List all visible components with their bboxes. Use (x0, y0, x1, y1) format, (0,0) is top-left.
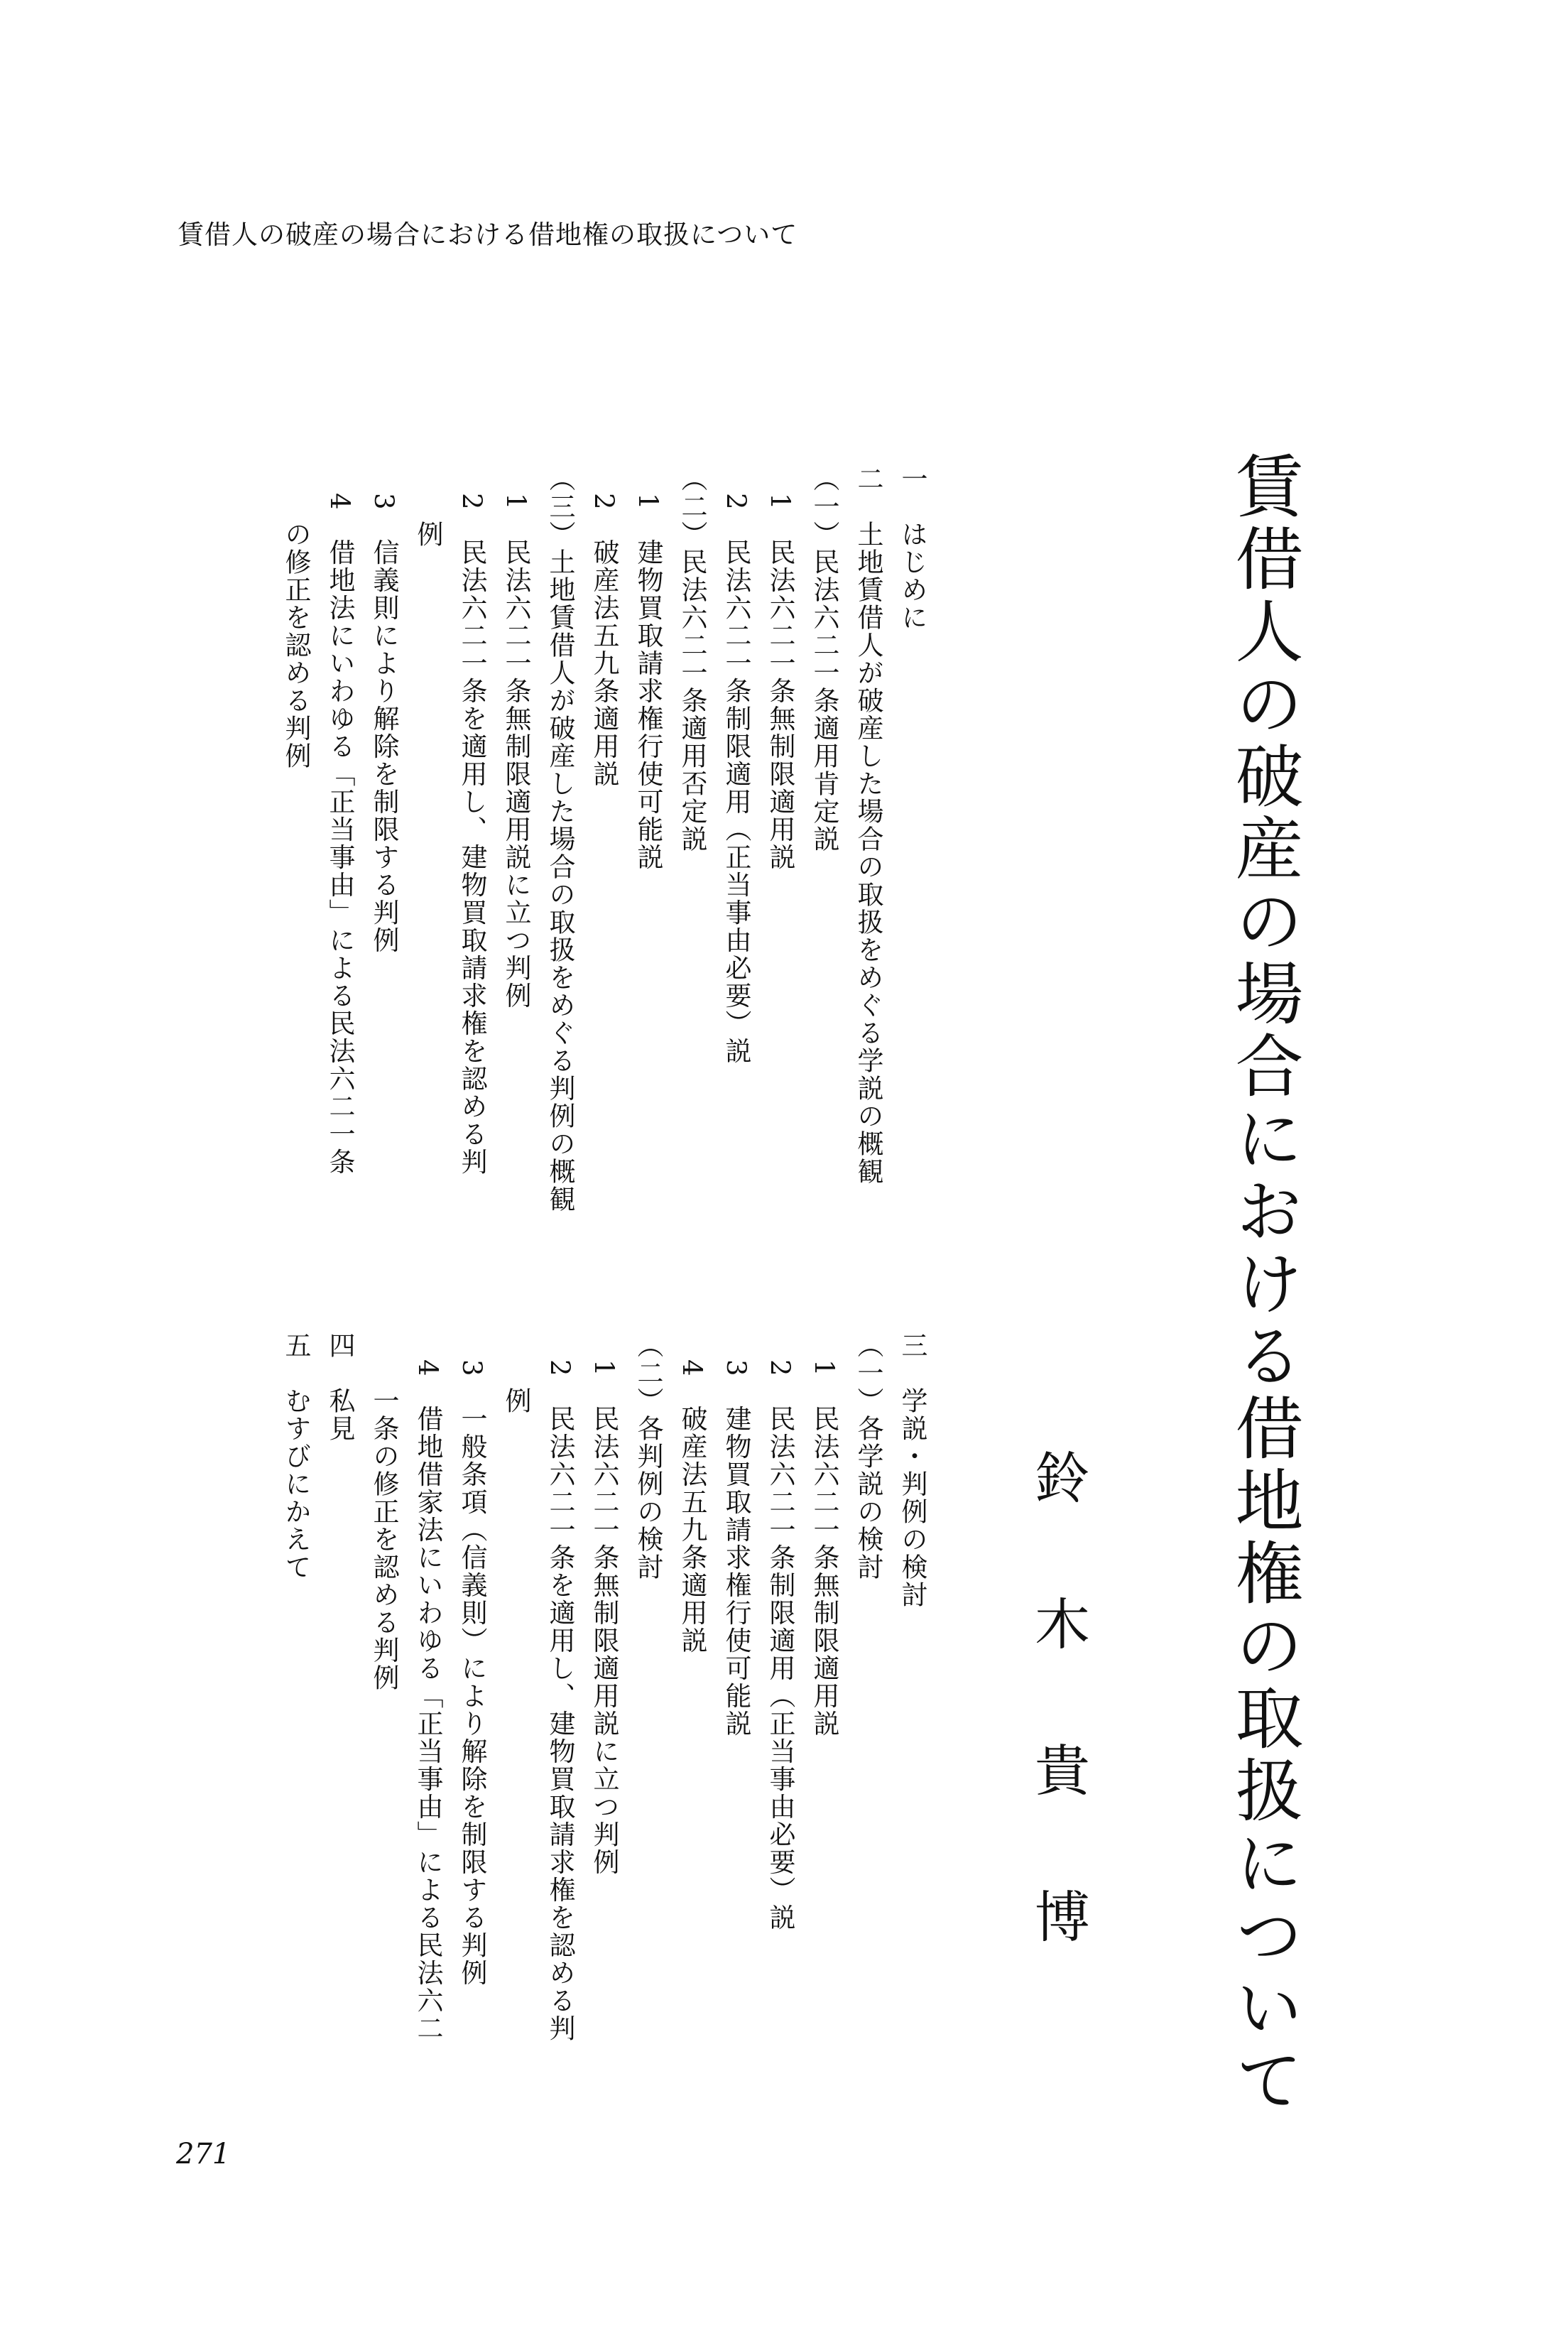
toc-entry: 4 破産法五九条適用説 (677, 1332, 707, 1655)
toc-entry: 例 (501, 1332, 531, 1415)
toc-entry: 4 借地法にいわゆる「正当事由」による民法六二一条 (325, 465, 355, 1176)
toc-entry: （二）各判例の検討 (633, 1332, 663, 1581)
toc-entry: 1 民法六二一条無制限適用説 (765, 465, 795, 871)
toc-entry: 2 破産法五九条適用説 (589, 465, 619, 788)
toc-entry: 3 信義則により解除を制限する判例 (369, 465, 399, 955)
toc-entry: 1 民法六二一条無制限適用説 (809, 1332, 839, 1738)
toc-entry: 二 土地賃借人が破産した場合の取扱をめぐる学説の概観 (853, 465, 883, 1185)
toc-entry: （一）各学説の検討 (853, 1332, 883, 1581)
toc-entry: （二）民法六二一条適用否定説 (677, 465, 707, 853)
running-head: 賃借人の破産の場合における借地権の取扱について (178, 219, 798, 250)
toc-entry: 3 建物買取請求権行使可能説 (721, 1332, 751, 1738)
toc-entry: 2 民法六二一条制限適用（正当事由必要）説 (721, 465, 751, 1065)
toc-entry: 一条の修正を認める判例 (369, 1332, 399, 1692)
toc-entry: の修正を認める判例 (281, 465, 311, 770)
article-title: 賃借人の破産の場合における借地権の取扱について (1224, 451, 1304, 2117)
toc-entry: 2 民法六二一条を適用し、建物買取請求権を認める判 (457, 465, 487, 1176)
author-name: 鈴木貴博 (1025, 1449, 1089, 2034)
page-number: 271 (176, 2138, 231, 2170)
toc-entry: 2 民法六二一条制限適用（正当事由必要）説 (765, 1332, 795, 1932)
toc-entry: 2 民法六二一条を適用し、建物買取請求権を認める判 (545, 1332, 575, 2043)
toc-entry: 四 私見 (325, 1332, 355, 1442)
toc-entry: 五 むすびにかえて (281, 1332, 311, 1581)
toc-entry: 三 学説・判例の検討 (897, 1332, 927, 1609)
toc-entry: 例 (413, 465, 443, 548)
toc-entry: 一 はじめに (897, 465, 927, 631)
toc-entry: 3 一般条項（信義則）により解除を制限する判例 (457, 1332, 487, 1987)
toc-entry: 1 民法六二一条無制限適用説に立つ判例 (589, 1332, 619, 1876)
toc-entry: 1 民法六二一条無制限適用説に立つ判例 (501, 465, 531, 1010)
toc-entry: 1 建物買取請求権行使可能説 (633, 465, 663, 871)
toc-entry: （一）民法六二一条適用肯定説 (809, 465, 839, 853)
toc-entry: （三）土地賃借人が破産した場合の取扱をめぐる判例の概観 (545, 465, 575, 1213)
toc-entry: 4 借地借家法にいわゆる「正当事由」による民法六二 (413, 1332, 443, 2043)
